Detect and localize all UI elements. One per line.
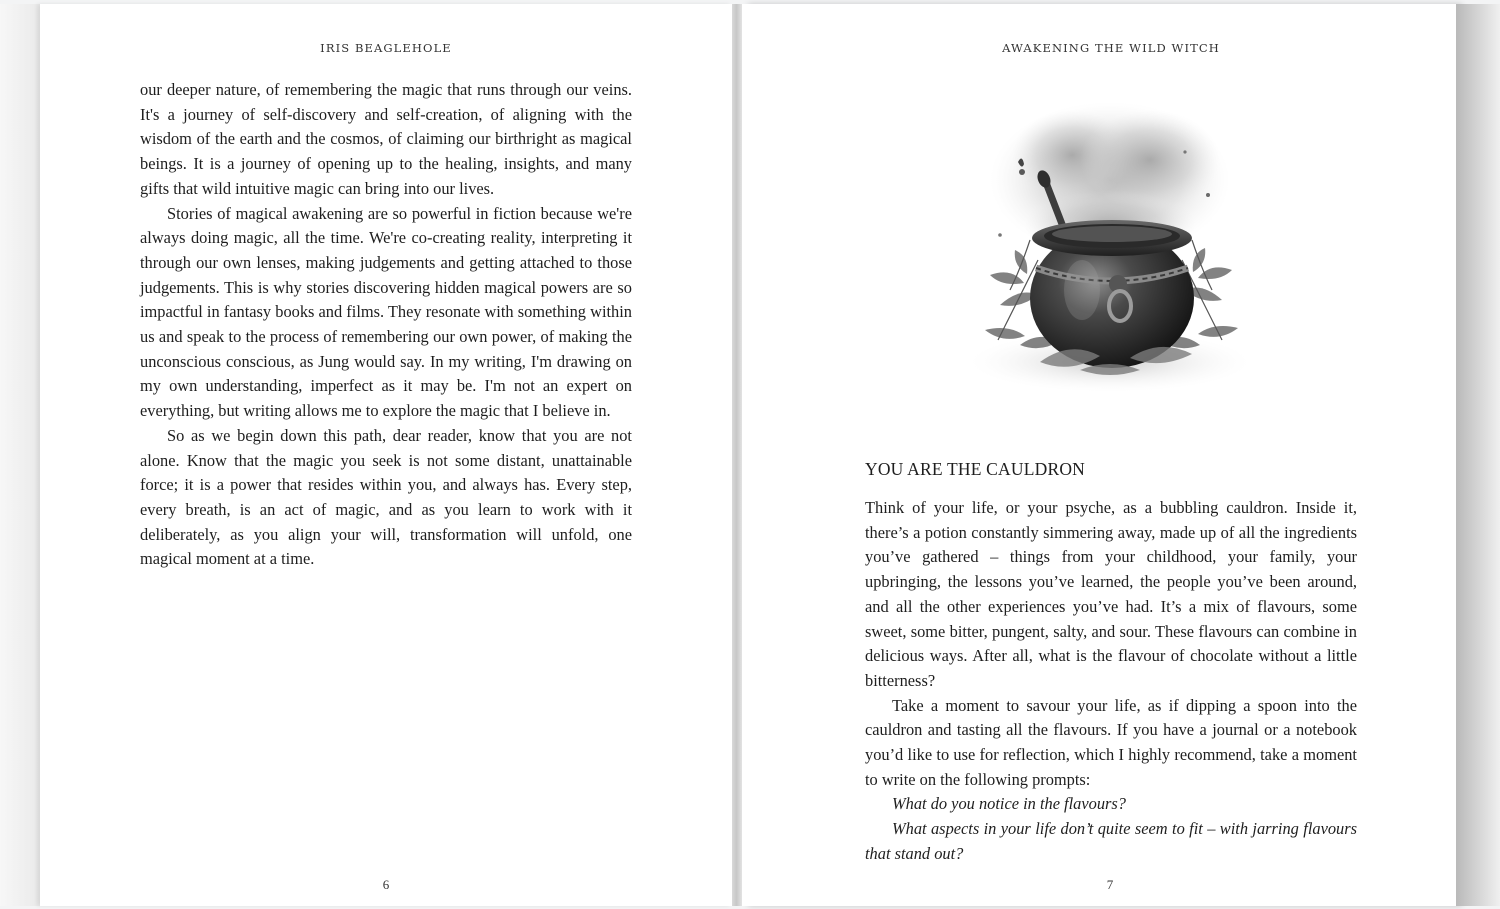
book-spine-gutter (732, 4, 742, 906)
reflection-prompt: What do you notice in the flavours? (892, 794, 1126, 814)
paragraph: our deeper nature, of remembering the magic that runs through our veins. It's a journey of self-discovery and self-creation, of aligning with the wisdom of the earth and the cosmos, of claiming our birthright as magical beings. It is a journey of opening up to the healing, insights, and many gifts that wild intuitive magic can bring into our lives. (140, 80, 632, 198)
running-head-left: IRIS BEAGLEHOLE (320, 41, 452, 55)
left-page-body (140, 78, 632, 572)
paragraph: So as we begin down this path, dear reader, know that you are not alone. Know that the magic you seek is not some distant, unattainable force; it is a power that resides within you, and always has. Every step, every breath, is an act of magic, and as you learn to work with it deliberately, as you align your will, transformation will unfold, one magical moment at a time. (140, 425, 632, 569)
paragraph: Think of your life, or your psyche, as a bubbling cauldron. Inside it, there’s a potion constantly simmering away, made up of all the ingredients you’ve gathered – things from your childhood, your family, your upbringing, the lessons you’ve learned, the people you’ve been around, and all the other experiences you’ve had. It’s a mix of flavours, some sweet, some bitter, pungent, salty, and sour. These flavours can combine in delicious ways. After all, what is the flavour of chocolate without a little bitterness? (865, 498, 1357, 690)
page-number-right: 7 (1106, 877, 1114, 892)
section-heading: YOU ARE THE CAULDRON (865, 459, 1085, 479)
paragraph: Stories of magical awakening are so powerful in fiction because we're always doing magic, all the time. We're co-creating reality, interpreting it through our own lenses, making judgements and getting attached to those judgements. This is why stories discovering hidden magical powers are so impactful in fantasy books and films. They resonate with something within us and speak to the process of remembering our own power, of making the unconscious conscious, as Jung would say. In my writing, I'm drawing on my own understanding, imperfect as it may be. I'm not an expert on everything, but writing allows me to explore the magic that I believe in. (140, 203, 632, 421)
left-page-edge (0, 4, 40, 906)
page-right[interactable] (742, 4, 1456, 906)
right-page-body (865, 496, 1357, 867)
cauldron-illustration (960, 100, 1260, 396)
paragraph: Take a moment to savour your life, as if dipping a spoon into the cauldron and tasting all the flavours. If you have a journal or a notebook you’d like to use for reflection, which I highly recommend, take a moment to write on the following prompts: (865, 695, 1357, 789)
page-left[interactable] (40, 4, 732, 906)
right-page-edge (1456, 4, 1500, 906)
page-number-left: 6 (382, 877, 390, 892)
reflection-prompt: What aspects in your life don’t quite seem to fit – with jarring flavours that stand out? (865, 819, 1357, 863)
running-head-right: AWAKENING THE WILD WITCH (1002, 41, 1220, 55)
